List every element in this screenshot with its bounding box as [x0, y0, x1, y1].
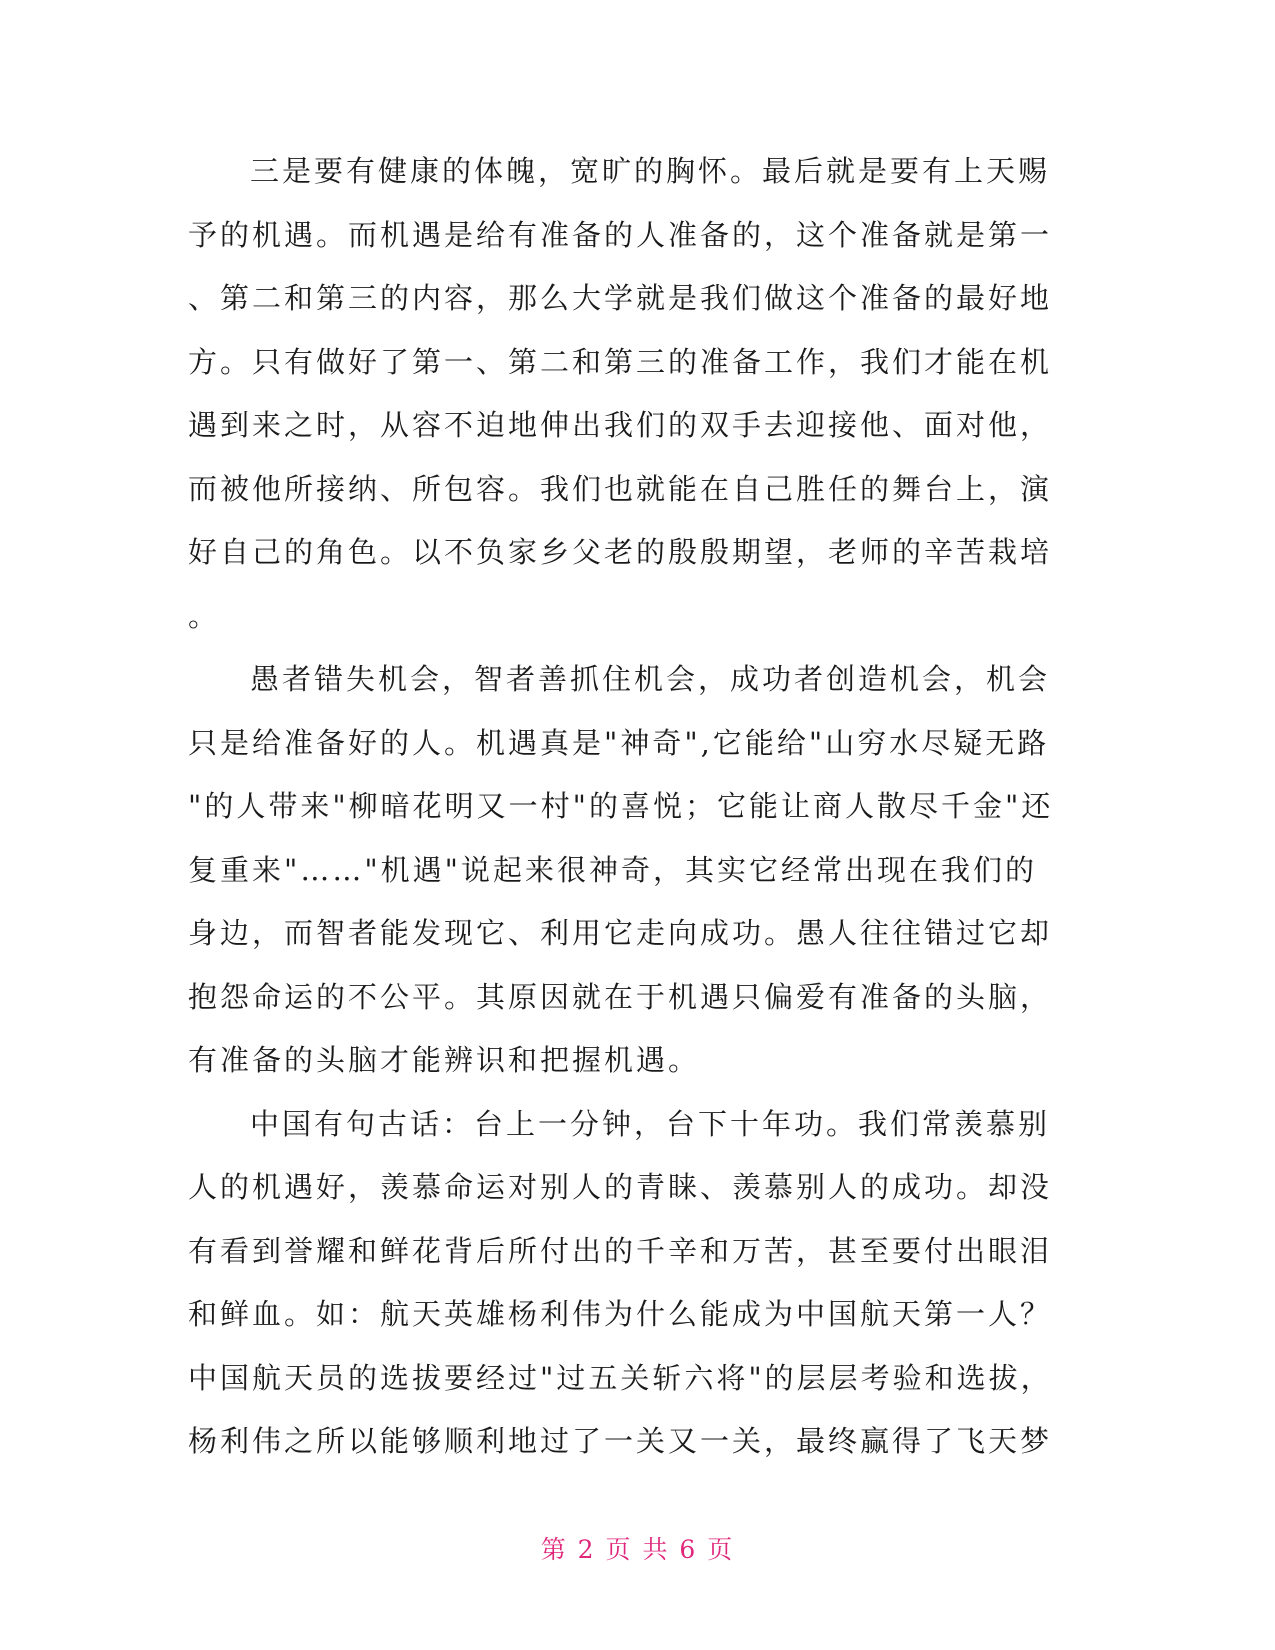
- paragraph-line: 只是给准备好的人。机遇真是"神奇",它能给"山穷水尽疑无路: [188, 725, 1050, 760]
- paragraph-line: "的人带来"柳暗花明又一村"的喜悦；它能让商人散尽千金"还: [188, 789, 1054, 823]
- paragraph-line: 和鲜血。如：航天英雄杨利伟为什么能成为中国航天第一人？: [188, 1297, 1053, 1331]
- paragraph-line: 身边，而智者能发现它、利用它走向成功。愚人往往错过它却: [188, 916, 1053, 950]
- paragraph-line: 予的机遇。而机遇是给有准备的人准备的，这个准备就是第一: [188, 217, 1053, 252]
- paragraph-line: 杨利伟之所以能够顺利地过了一关又一关，最终赢得了飞天梦: [188, 1424, 1053, 1458]
- paragraph-line: 有看到誉耀和鲜花背后所付出的千辛和万苦，甚至要付出眼泪: [188, 1233, 1053, 1268]
- paragraph-line: 方。只有做好了第一、第二和第三的准备工作，我们才能在机: [188, 344, 1053, 379]
- paragraph-line: 好自己的角色。以不负家乡父老的殷殷期望，老师的辛苦栽培: [188, 535, 1053, 569]
- paragraph-line: 愚者错失机会，智者善抓住机会，成功者创造机会，机会: [250, 662, 1051, 696]
- paragraph-line: 人的机遇好，羡慕命运对别人的青睐、羡慕别人的成功。却没: [188, 1170, 1053, 1204]
- paragraph-line: 而被他所接纳、所包容。我们也就能在自己胜任的舞台上，演: [188, 471, 1053, 506]
- paragraph-line: 复重来"……"机遇"说起来很神奇，其实它经常出现在我们的: [188, 852, 1038, 887]
- document-body: [188, 140, 1088, 1474]
- paragraph-line: 中国有句古话：台上一分钟，台下十年功。我们常羡慕别: [250, 1106, 1051, 1141]
- paragraph-line: 中国航天员的选拔要经过"过五关斩六将"的层层考验和选拔，: [188, 1360, 1053, 1395]
- paragraph-line: 有准备的头脑才能辨识和把握机遇。: [188, 1043, 701, 1077]
- paragraph-line: 抱怨命运的不公平。其原因就在于机遇只偏爱有准备的头脑，: [188, 979, 1053, 1014]
- paragraph-line: 。: [188, 598, 221, 633]
- paragraph-line: 、第二和第三的内容，那么大学就是我们做这个准备的最好地: [188, 281, 1053, 315]
- paragraph-line: 三是要有健康的体魄，宽旷的胸怀。最后就是要有上天赐: [250, 154, 1051, 188]
- paragraph-line: 遇到来之时，从容不迫地伸出我们的双手去迎接他、面对他，: [188, 408, 1053, 442]
- page-number-footer: 第 2 页 共 6 页: [540, 1535, 735, 1564]
